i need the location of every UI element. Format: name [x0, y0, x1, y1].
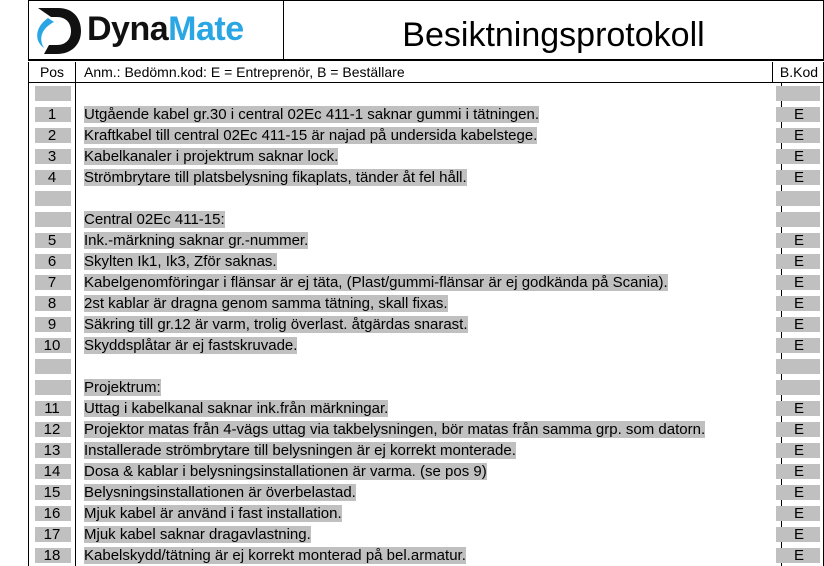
assessment-code: E [793, 106, 804, 123]
pos-cell [29, 314, 76, 335]
table-row [28, 251, 824, 272]
pos-cell [29, 482, 76, 503]
assessment-code: E [793, 295, 804, 312]
assessment-code-cell [774, 272, 824, 293]
table-row [28, 335, 824, 356]
pos-cell [29, 545, 76, 566]
remark-text: 2st kablar är dragna genom samma tätning, skall fixas. [84, 295, 448, 312]
code-highlight [776, 191, 820, 206]
pos-number: 18 [43, 547, 61, 564]
pos-number: 13 [43, 442, 61, 459]
table-row [28, 461, 824, 482]
table-row [28, 314, 824, 335]
remark-text: Installerade strömbrytare till belysningen är ej korrekt monterade. [84, 442, 516, 459]
remark-cell [76, 209, 782, 230]
pos-cell [29, 125, 76, 146]
code-highlight [776, 212, 820, 227]
remark-cell [76, 503, 782, 524]
pos-number: 1 [47, 106, 57, 123]
remark-text: Uttag i kabelkanal saknar ink.från märkningar. [84, 400, 389, 417]
assessment-code: E [793, 547, 804, 564]
pos-cell [29, 335, 76, 356]
assessment-code-cell [774, 146, 824, 167]
assessment-code: E [793, 232, 804, 249]
assessment-code-cell [774, 524, 824, 545]
assessment-code-cell [774, 314, 824, 335]
remark-cell [76, 167, 782, 188]
assessment-code-cell [774, 398, 824, 419]
remark-text: Projektor matas från 4-vägs uttag via takbelysningen, bör matas från samma grp. som datorn. [84, 421, 706, 438]
assessment-code: E [793, 148, 804, 165]
table-row [28, 398, 824, 419]
pos-number: 7 [47, 274, 57, 291]
assessment-code: E [793, 400, 804, 417]
remark-cell [76, 545, 782, 566]
pos-highlight [35, 359, 71, 374]
logo-text-dyna: Dyna [87, 10, 169, 48]
remark-text: Projektrum: [84, 379, 161, 396]
remark-text: Utgående kabel gr.30 i central 02Ec 411-1 saknar gummi i tätningen. [84, 106, 539, 123]
remark-text: Skyddsplåtar är ej fastskruvade. [84, 337, 298, 354]
column-header-pos: Pos [29, 62, 76, 82]
remark-text: Belysningsinstallationen är överbelastad. [84, 484, 356, 501]
assessment-code-cell [774, 83, 824, 104]
pos-cell [29, 230, 76, 251]
document-header [28, 0, 824, 61]
pos-number: 16 [43, 505, 61, 522]
remark-cell [76, 419, 782, 440]
table-row [28, 146, 824, 167]
assessment-code-cell [774, 377, 824, 398]
assessment-code-cell [774, 209, 824, 230]
remark-cell [76, 251, 782, 272]
pos-number: 3 [47, 148, 57, 165]
pos-number: 12 [43, 421, 61, 438]
pos-cell [29, 272, 76, 293]
pos-cell [29, 251, 76, 272]
pos-number: 2 [47, 127, 57, 144]
assessment-code-cell [774, 104, 824, 125]
remark-cell [76, 461, 782, 482]
table-row [28, 503, 824, 524]
remark-cell [76, 230, 782, 251]
remark-cell [76, 482, 782, 503]
assessment-code: E [793, 421, 804, 438]
table-row [28, 272, 824, 293]
assessment-code-cell [774, 482, 824, 503]
table-row [28, 104, 824, 125]
table-row [28, 293, 824, 314]
table-row [28, 419, 824, 440]
pos-highlight [35, 86, 71, 101]
document-title: Besiktningsprotokoll [402, 16, 705, 54]
assessment-code: E [793, 463, 804, 480]
table-row [28, 524, 824, 545]
pos-number: 9 [47, 316, 57, 333]
pos-cell [29, 293, 76, 314]
pos-number: 15 [43, 484, 61, 501]
remark-text: Kabelgenomföringar i flänsar är ej täta, (Plast/gummi-flänsar är ej godkända på Scania). [84, 274, 668, 291]
pos-cell [29, 104, 76, 125]
pos-number: 8 [47, 295, 57, 312]
assessment-code: E [793, 127, 804, 144]
remark-text: Mjuk kabel saknar dragavlastning. [84, 526, 311, 543]
company-logo [29, 1, 284, 60]
assessment-code-cell [774, 167, 824, 188]
pos-number: 5 [47, 232, 57, 249]
pos-number: 11 [44, 400, 60, 417]
pos-number: 10 [43, 337, 61, 354]
table-row [28, 356, 824, 377]
assessment-code-cell [774, 440, 824, 461]
remark-cell [76, 524, 782, 545]
remark-cell [76, 356, 782, 377]
remark-text: Central 02Ec 411-15: [84, 211, 225, 228]
code-highlight [776, 359, 820, 374]
table-row [28, 230, 824, 251]
logo-wordmark [87, 9, 244, 49]
remark-cell [76, 104, 782, 125]
pos-number: 17 [43, 526, 61, 543]
column-header-anm: Anm.: Bedömn.kod: E = Entreprenör, B = Beställare [76, 62, 773, 82]
pos-cell [29, 167, 76, 188]
assessment-code-cell [774, 251, 824, 272]
remark-cell [76, 188, 782, 209]
remark-cell [76, 83, 782, 104]
code-highlight [776, 380, 820, 395]
remark-cell [76, 377, 782, 398]
assessment-code: E [793, 442, 804, 459]
assessment-code-cell [774, 188, 824, 209]
remark-text: Kabelskydd/tätning är ej korrekt monterad på bel.armatur. [84, 547, 466, 564]
pos-number: 4 [47, 169, 57, 186]
table-row [28, 188, 824, 209]
assessment-code: E [793, 505, 804, 522]
pos-cell [29, 461, 76, 482]
assessment-code-cell [774, 461, 824, 482]
pos-cell [29, 209, 76, 230]
pos-number: 14 [43, 463, 61, 480]
table-row [28, 209, 824, 230]
assessment-code-cell [774, 503, 824, 524]
assessment-code: E [793, 316, 804, 333]
pos-cell [29, 503, 76, 524]
pos-cell [29, 377, 76, 398]
table-row [28, 167, 824, 188]
pos-cell [29, 398, 76, 419]
table-row [28, 83, 824, 104]
assessment-code-cell [774, 419, 824, 440]
assessment-code-cell [774, 335, 824, 356]
remark-text: Strömbrytare till platsbelysning fikaplats, tänder åt fel håll. [84, 169, 467, 186]
table-header-row [28, 62, 824, 83]
assessment-code-cell [774, 545, 824, 566]
remark-text: Kabelkanaler i projektrum saknar lock. [84, 148, 339, 165]
assessment-code: E [793, 253, 804, 270]
column-header-bkod: B.Kod [779, 64, 819, 80]
remark-text: Säkring till gr.12 är varm, trolig överlast. åtgärdas snarast. [84, 316, 468, 333]
table-row [28, 125, 824, 146]
remark-cell [76, 293, 782, 314]
assessment-code: E [793, 337, 804, 354]
remark-cell [76, 335, 782, 356]
remark-cell [76, 314, 782, 335]
logo-text-mate: Mate [168, 10, 244, 48]
remark-cell [76, 146, 782, 167]
pos-cell [29, 83, 76, 104]
d-swoosh-logo-icon [34, 4, 84, 58]
inspection-table [28, 62, 824, 566]
remark-text: Skylten Ik1, Ik3, Zför saknas. [84, 253, 277, 270]
remark-text: Mjuk kabel är använd i fast installation. [84, 505, 342, 522]
assessment-code-cell [774, 293, 824, 314]
assessment-code-cell [774, 125, 824, 146]
assessment-code: E [793, 484, 804, 501]
pos-cell [29, 146, 76, 167]
pos-cell [29, 419, 76, 440]
pos-highlight [35, 212, 71, 227]
remark-cell [76, 125, 782, 146]
remark-text: Dosa & kablar i belysningsinstallationen är varma. (se pos 9) [84, 463, 487, 480]
table-row [28, 440, 824, 461]
pos-cell [29, 188, 76, 209]
remark-text: Ink.-märkning saknar gr.-nummer. [84, 232, 309, 249]
pos-cell [29, 524, 76, 545]
code-highlight [776, 86, 820, 101]
pos-highlight [35, 191, 71, 206]
table-row [28, 377, 824, 398]
assessment-code: E [793, 274, 804, 291]
pos-number: 6 [47, 253, 57, 270]
assessment-code: E [793, 169, 804, 186]
pos-cell [29, 356, 76, 377]
assessment-code-cell [774, 356, 824, 377]
remark-text: Kraftkabel till central 02Ec 411-15 är najad på undersida kabelstege. [84, 127, 538, 144]
table-row [28, 545, 824, 566]
pos-cell [29, 440, 76, 461]
remark-cell [76, 398, 782, 419]
remark-cell [76, 272, 782, 293]
pos-highlight [35, 380, 71, 395]
assessment-code-cell [774, 230, 824, 251]
table-row [28, 482, 824, 503]
assessment-code: E [793, 526, 804, 543]
remark-cell [76, 440, 782, 461]
